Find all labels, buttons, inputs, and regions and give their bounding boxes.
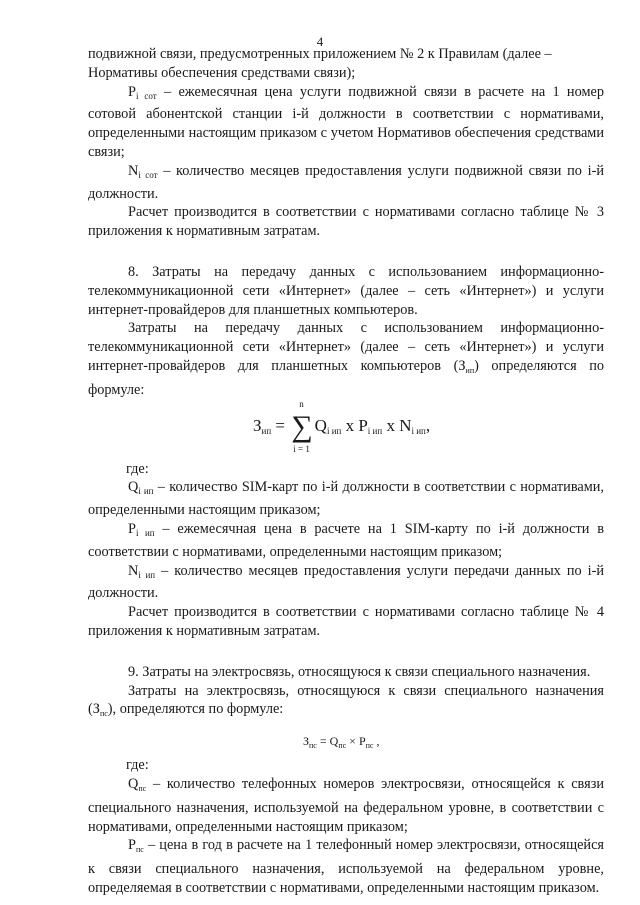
subscript: i сот (138, 169, 158, 180)
symbol: P (128, 837, 136, 854)
intro-text: Затраты на электросвязь, относящуюся к связи специального назначения (З (88, 682, 604, 718)
formula-internet (88, 400, 604, 460)
formula-term: Q (329, 734, 339, 749)
subscript: пс (309, 741, 317, 751)
where-label: где: (126, 757, 149, 774)
subscript: i ип (135, 527, 155, 538)
symbol: P (128, 83, 136, 100)
formula-term: N (399, 415, 412, 435)
subscript: i ип (326, 425, 342, 436)
formula-term: P (358, 415, 368, 435)
equals-sign: = (271, 415, 290, 435)
definition-q-ps (88, 775, 604, 836)
section-9-intro (88, 682, 604, 725)
formula-tail: , (425, 415, 431, 435)
text-line: Нормативы обеспечения средствами связи); (88, 64, 356, 81)
subscript: i ип (138, 486, 154, 497)
subscript: ип (261, 425, 272, 436)
definition-n-ip (88, 562, 604, 604)
definition-p-ps (88, 836, 604, 897)
formula-lhs: З (303, 734, 310, 749)
subscript: i ип (367, 425, 383, 436)
symbol: N (128, 162, 139, 179)
formula-special-purpose (88, 724, 604, 756)
sum-lower-limit: i = 1 (293, 443, 310, 454)
text-line: подвижной связи, предусмотренных приложением № 2 к Правилам (далее – (88, 46, 552, 62)
paragraph-continuation (88, 45, 604, 83)
page-number: 4 (316, 34, 324, 49)
definition-p-sot (88, 83, 604, 162)
where-label: где: (126, 460, 149, 477)
definition-q-ip (88, 478, 604, 520)
symbol: Q (128, 479, 139, 496)
section-8-intro (88, 319, 604, 399)
subscript: пс (138, 783, 147, 793)
document-body (88, 0, 604, 898)
formula-term: Q (314, 415, 327, 435)
intro-text-end: ) определяются по формуле: (88, 357, 605, 398)
subscript: пс (99, 709, 108, 719)
subscript: пс (365, 741, 374, 751)
calculation-note: Расчет производится в соответствии с нормативами согласно таблице № 4 приложения к нормативным затратам. (88, 604, 604, 639)
multiply-sign: x (382, 415, 400, 435)
subscript: пс (135, 845, 144, 855)
subscript: ип (465, 365, 475, 375)
formula-tail: , (373, 734, 380, 749)
intro-text: Затраты на передачу данных с использованием информационно-телекоммуникационной сети «Интернет» (далее – сеть «Интернет») и услуги интернет-провайдеров для планшетных компьютеров (З (88, 320, 604, 374)
symbol: Q (128, 775, 139, 792)
section-8-heading: 8. Затраты на передачу данных с использованием информационно-телекоммуникационной сети «Интернет» (далее – сеть «Интернет») и услуги интернет-провайдеров для планшетных компьютеров. (88, 263, 604, 318)
formula-term: P (358, 734, 366, 749)
equals-sign: = (316, 734, 330, 749)
section-9-heading: 9. Затраты на электросвязь, относящуюся к связи специального назначения. (128, 663, 591, 680)
definition-text: – цена в год в расчете на 1 телефонный номер электросвязи, относящейся к связи специального назначения, используемой на федеральном уровне, определяемая в соответствии с нормативами, определенными настоящим приказом. (88, 837, 604, 896)
definition-text: – количество месяцев предоставления услуги передачи данных по i-й должности. (88, 562, 604, 602)
definition-text: – количество телефонных номеров электросвязи, относящейся к связи специального назначения, используемой на федеральном уровне, в соответствии с нормативами, определенными настоящим приказом; (88, 775, 604, 835)
definition-n-sot (88, 162, 604, 204)
sum-upper-limit: n (299, 398, 304, 409)
multiply-sign: × (346, 734, 359, 749)
calculation-note: Расчет производится в соответствии с нормативами согласно таблице № 3 приложения к нормативным затратам. (88, 204, 604, 240)
definition-text: – количество месяцев предоставления услуги подвижной связи по i-й должности. (88, 162, 605, 202)
subscript: i сот (135, 90, 157, 101)
definition-text: – ежемесячная цена услуги подвижной связи в расчете на 1 номер сотовой абонентской станции i-й должности в соответствии с нормативами, определенными настоящим приказом с учетом Нормативов обеспечения средствами связи; (88, 83, 604, 160)
intro-text-end: ), определяются по формуле: (107, 701, 284, 718)
subscript: i ип (411, 425, 426, 436)
sum-sign: ∑ n i = 1 (291, 398, 313, 454)
formula-lhs: З (253, 415, 262, 435)
symbol: N (128, 562, 139, 579)
symbol: P (128, 520, 136, 537)
subscript: i ип (138, 569, 156, 580)
definition-p-ip (88, 520, 604, 562)
multiply-sign: x (341, 415, 359, 435)
definition-text: – количество SIM-карт по i-й должности в соответствии с нормативами, определенными настоящим приказом; (88, 479, 604, 519)
subscript: пс (338, 741, 347, 751)
definition-text: – ежемесячная цена в расчете на 1 SIM-карту по i-й должности в соответствии с нормативами, определенными настоящим приказом; (88, 520, 604, 560)
